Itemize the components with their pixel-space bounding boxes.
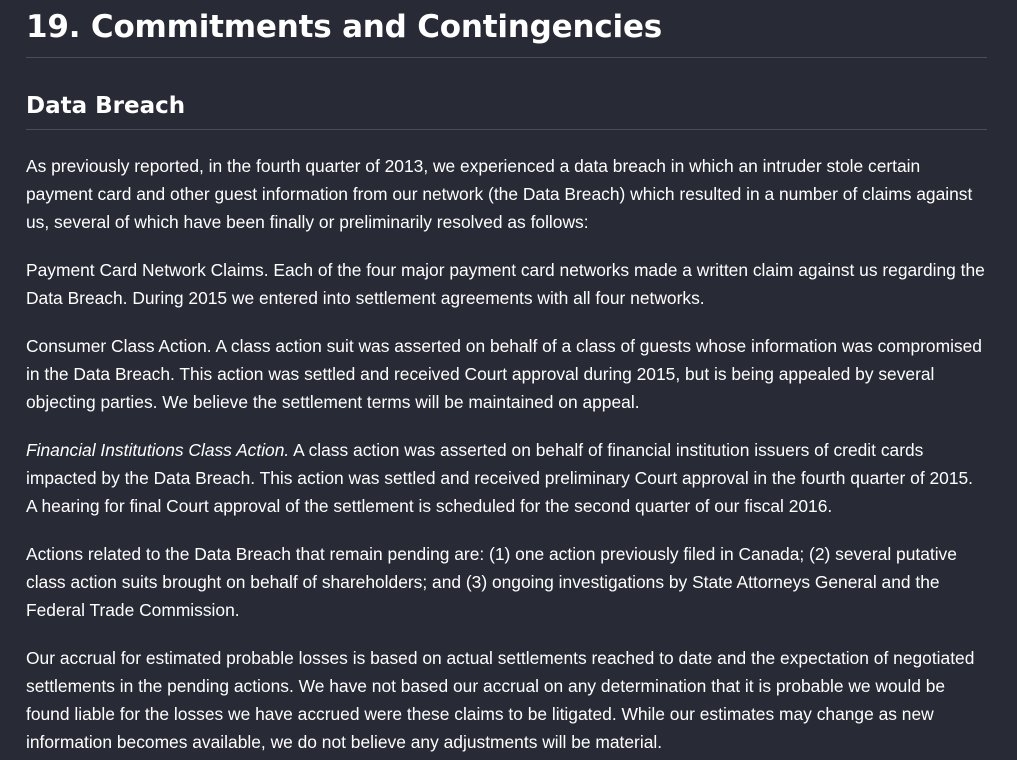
section-body (26, 130, 987, 756)
paragraph-intro: As previously reported, in the fourth quarter of 2013, we experienced a data breach in which an intruder stole certain payment card and other guest information from our network (the Data Breach) which resulted in a number of claims against us, several of which have been finally or preliminarily resolved as follows: (26, 156, 973, 232)
paragraph-financial-institutions (26, 436, 987, 520)
section-heading: Data Breach (26, 58, 987, 130)
paragraph-pending-actions: Actions related to the Data Breach that remain pending are: (1) one action previously filed in Canada; (2) several putative class action suits brought on behalf of shareholders; and (3) ongoing investigations by State Attorneys General and the Federal Trade Commission. (26, 544, 957, 620)
paragraph-consumer-class-action: Consumer Class Action. A class action suit was asserted on behalf of a class of guests whose information was compromised in the Data Breach. This action was settled and received Court approval during 2015, but is being appealed by several objecting parties. We believe the settlement terms will be maintained on appeal. (26, 336, 982, 412)
paragraph-lead-in: Financial Institutions Class Action. (26, 440, 290, 460)
paragraph-accrual: Our accrual for estimated probable losses is based on actual settlements reached to date and the expectation of negotiated settlements in the pending actions. We have not based our accrual on any determination that it is probable we would be found liable for the losses we have accrued were these claims to be litigated. While our estimates may change as new information becomes available, we do not believe any adjustments will be material. (26, 648, 975, 752)
paragraph-payment-card-claims: Payment Card Network Claims. Each of the four major payment card networks made a written claim against us regarding the Data Breach. During 2015 we entered into settlement agreements with all four networks. (26, 260, 985, 308)
paragraph-text: A class action was asserted on behalf of financial institution issuers of credit cards impacted by the Data Breach. This action was settled and received preliminary Court approval in the fourth quarter of 2015. A hearing for final Court approval of the settlement is scheduled for the second quarter of our fiscal 2016. (26, 440, 974, 516)
page-title: 19. Commitments and Contingencies (26, 0, 987, 58)
